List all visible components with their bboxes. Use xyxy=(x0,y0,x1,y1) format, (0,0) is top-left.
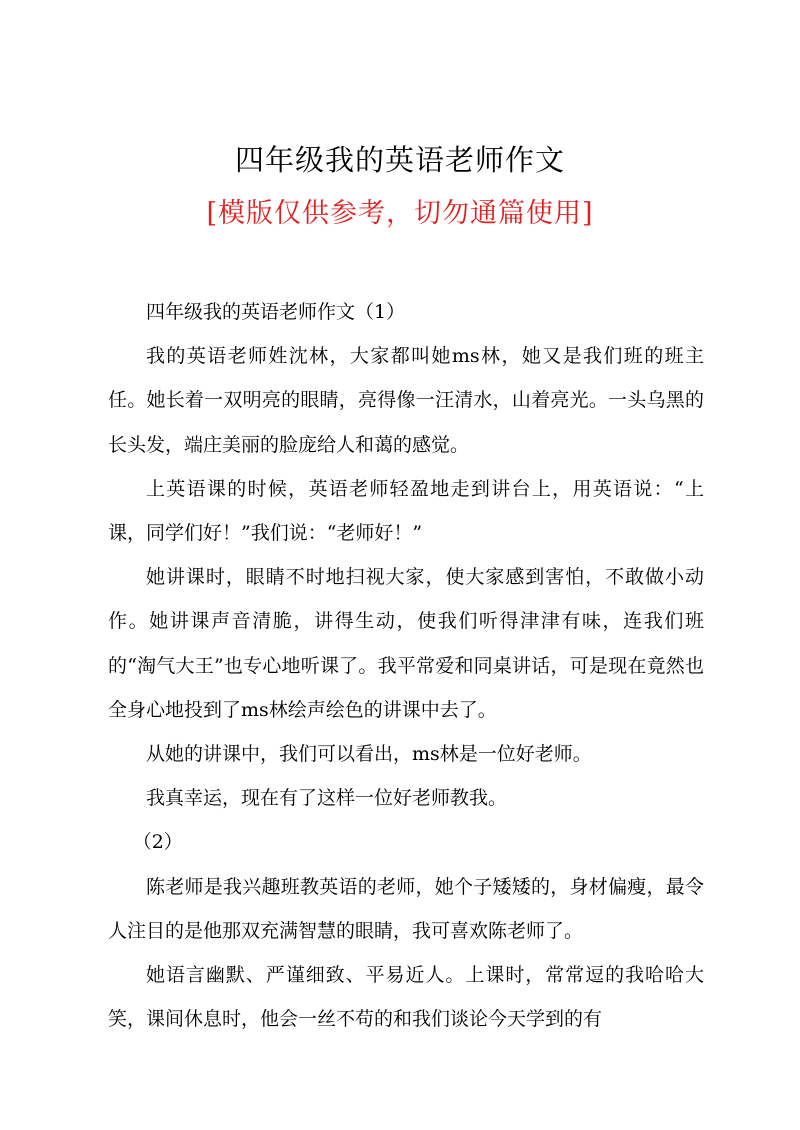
section-heading-1: 四年级我的英语老师作文（1） xyxy=(146,301,406,323)
paragraph: 她讲课时，眼睛不时地扫视大家，使大家感到害怕，不敢做小动作。她讲课声音清脆，讲得生动，使我们听得津津有味，连我们班的“淘气大王”也专心地听课了。我平常爱和同桌讲话，可是现在竟然也全身心地投到了ms林绘声绘色的讲课中去了。 xyxy=(108,566,704,721)
paragraph: 陈老师是我兴趣班教英语的老师，她个子矮矮的，身材偏瘦，最令人注目的是他那双充满智慧的眼睛，我可喜欢陈老师了。 xyxy=(108,875,704,942)
essay-body xyxy=(108,290,704,1041)
paragraph: 我的英语老师姓沈林，大家都叫她ms林，她又是我们班的班主任。她长着一双明亮的眼睛，亮得像一汪清水，山着亮光。一头乌黑的长头发，端庄美丽的脸庞给人和蔼的感觉。 xyxy=(108,345,704,456)
paragraph: 我真幸运，现在有了这样一位好老师教我。 xyxy=(146,787,508,810)
paragraph: 从她的讲课中，我们可以看出，ms林是一位好老师。 xyxy=(146,743,592,766)
template-disclaimer: [模版仅供参考，切勿通篇使用] xyxy=(206,198,594,229)
paragraph: 上英语课的时候，英语老师轻盈地走到讲台上，用英语说：“上课，同学们好！”我们说：“老师好！” xyxy=(108,477,704,545)
paragraph: 她语言幽默、严谨细致、平易近人。上课时，常常逗的我哈哈大笑，课间休息时，他会一丝不苟的和我们谈论今天学到的有 xyxy=(108,964,704,1031)
document-title: 四年级我的英语老师作文 xyxy=(234,143,565,177)
section-heading-2: （2） xyxy=(132,831,183,854)
